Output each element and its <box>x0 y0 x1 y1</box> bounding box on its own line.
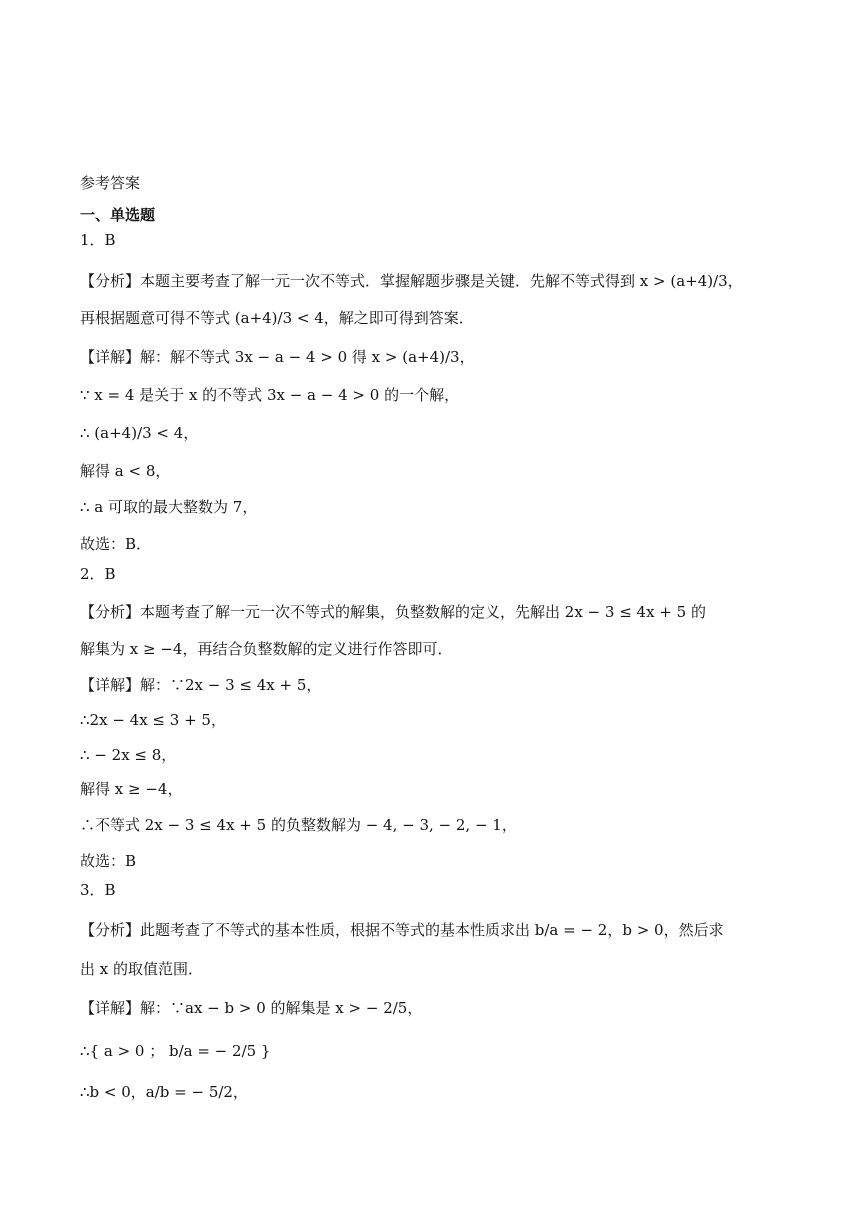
q1-analysis-line-2: 再根据题意可得不等式 (a+4)/3 < 4，解之即可得到答案． <box>80 309 474 327</box>
q2-answer: 2．B <box>80 565 116 583</box>
q2-analysis-line-1: 【分析】本题考查了解一元一次不等式的解集，负整数解的定义，先解出 2x − 3 ≤ 4x + 5 的 <box>80 603 706 621</box>
q1-detail-line-4: 解得 a < 8， <box>80 462 171 480</box>
q3-analysis-line-1: 【分析】此题考查了不等式的基本性质，根据不等式的基本性质求出 b/a = − 2，b > 0，然后求 <box>80 921 724 939</box>
q1-detail-line-6: 故选：B． <box>80 535 152 553</box>
q1-analysis-line-1: 【分析】本题主要考查了解一元一次不等式．掌握解题步骤是关键．先解不等式得到 x > (a+4)/3， <box>80 272 743 290</box>
q2-detail-line-5: ∴不等式 2x − 3 ≤ 4x + 5 的负整数解为 − 4, − 3, − 2, − 1， <box>80 816 517 834</box>
q3-detail-line-3: ∴b < 0，a/b = − 5/2， <box>80 1083 248 1101</box>
doc-title: 参考答案 <box>80 174 141 192</box>
q2-detail-line-3: ∴ − 2x ≤ 8， <box>80 746 177 764</box>
q1-detail-line-1: 【详解】解：解不等式 3x − a − 4 > 0 得 x > (a+4)/3， <box>80 348 475 366</box>
section-heading: 一、单选题 <box>80 206 156 224</box>
q2-analysis-line-2: 解集为 x ≥ −4，再结合负整数解的定义进行作答即可． <box>80 640 453 658</box>
q1-answer: 1．B <box>80 231 116 249</box>
q3-analysis-line-2: 出 x 的取值范围． <box>80 960 203 978</box>
q2-detail-line-1: 【详解】解：∵2x − 3 ≤ 4x + 5， <box>80 676 322 694</box>
q3-detail-line-2: ∴{ a > 0 ； b/a = − 2/5 } <box>80 1042 271 1060</box>
q2-detail-line-6: 故选：B <box>80 852 137 870</box>
q3-detail-line-1: 【详解】解：∵ax − b > 0 的解集是 x > − 2/5， <box>80 999 423 1017</box>
q3-answer: 3．B <box>80 881 116 899</box>
q1-detail-line-2: ∵ x = 4 是关于 x 的不等式 3x − a − 4 > 0 的一个解， <box>80 386 460 404</box>
q1-detail-line-5: ∴ a 可取的最大整数为 7， <box>80 498 258 516</box>
q1-detail-line-3: ∴ (a+4)/3 < 4， <box>80 424 199 442</box>
q2-detail-line-4: 解得 x ≥ −4， <box>80 780 183 798</box>
q2-detail-line-2: ∴2x − 4x ≤ 3 + 5， <box>80 711 226 729</box>
